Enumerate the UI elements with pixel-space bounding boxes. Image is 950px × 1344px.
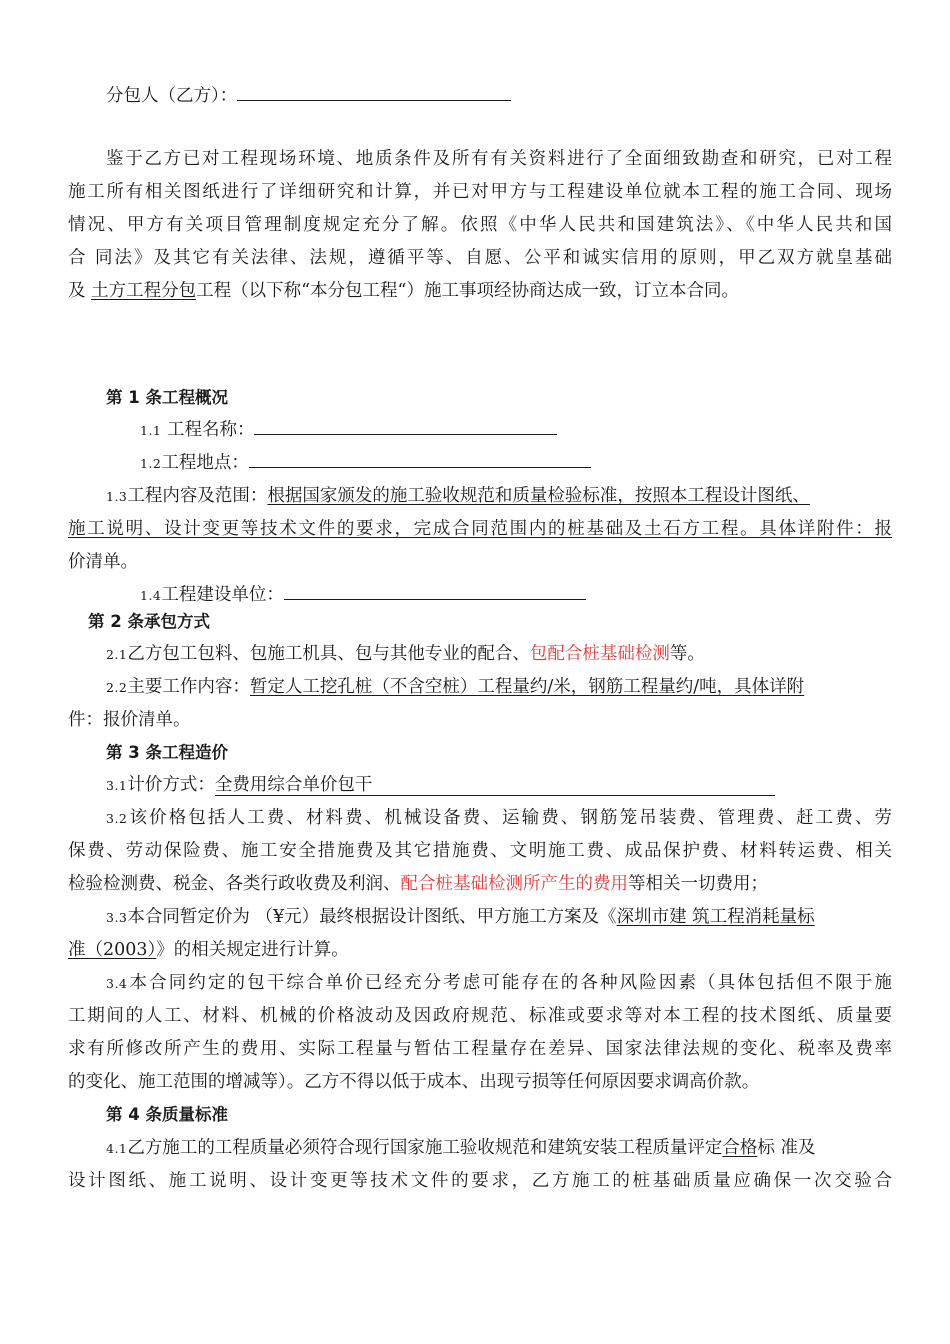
item-4-1-text-1-pre: 乙方施工的工程质量必须符合现行国家施工验收规范和建筑安装工程质量评定: [127, 1138, 723, 1158]
item-1-4-number: 1.4: [140, 588, 162, 603]
item-4-1-line-1: [106, 1136, 815, 1161]
item-2-1: [106, 642, 705, 667]
item-3-3-line-2: [68, 938, 349, 962]
item-1-2: [140, 451, 591, 476]
item-3-4-line-2: 工期间的人工、材料、机械的价格波动及因政府规范、标准或要求等对本工程的技术图纸、质量要: [68, 1006, 892, 1026]
item-1-4: [140, 583, 586, 608]
article-4-heading: 第 4 条质量标准: [106, 1105, 228, 1124]
item-2-1-number: 2.1: [106, 647, 128, 662]
item-2-2-number: 2.2: [106, 680, 128, 695]
item-1-2-label: 工程地点：: [161, 453, 249, 473]
intro-line-3: 情况、甲方有关项目管理制度规定充分了解。依照《中华人民共和国建筑法》、《中华人民共和国: [68, 215, 892, 235]
item-1-3-line-1: [106, 484, 892, 509]
item-3-2-line-2: 保费、劳动保险费、施工安全措施费及其它措施费、文明施工费、成品保护费、材料转运费、相关: [68, 841, 892, 861]
item-1-1: [140, 418, 557, 443]
item-2-1-red-text: 包配合桩基础检测: [529, 644, 670, 664]
item-3-4-line-1: [106, 971, 892, 996]
quality-grade: 合格: [722, 1138, 758, 1158]
item-3-3-line-1: [106, 905, 815, 930]
article-3-heading: 第 3 条工程造价: [106, 743, 228, 762]
item-3-1-label: 计价方式：: [127, 775, 215, 795]
intro-line-5-pre: 及: [68, 281, 92, 301]
item-1-2-number: 1.2: [140, 456, 162, 471]
construction-unit-blank[interactable]: [284, 583, 586, 600]
item-2-1-post: 等。: [669, 644, 705, 664]
subcontractor-blank[interactable]: [237, 84, 511, 101]
item-3-4-number: 3.4: [106, 976, 128, 991]
item-1-1-label: 工程名称：: [161, 420, 255, 440]
article-1-heading: 第 1 条工程概况: [106, 388, 228, 407]
item-3-2-line-1: [106, 806, 892, 831]
intro-line-2: 施工所有相关图纸进行了详细研究和计算，并已对甲方与工程建设单位就本工程的施工合同、现场: [68, 182, 892, 202]
pricing-method-value: 全费用综合单价包干: [214, 775, 373, 795]
item-2-2-line-1: [106, 675, 804, 700]
item-3-1-number: 3.1: [106, 778, 128, 793]
item-1-3-line-2: 施工说明、设计变更等技术文件的要求，完成合同范围内的桩基础及土石方工程。具体详附件：报: [68, 519, 892, 539]
item-3-2-text-1: 该价格包括人工费、材料费、机械设备费、运输费、钢筋笼吊装费、管理费、赶工费、劳: [127, 808, 892, 828]
item-4-1-number: 4.1: [106, 1141, 128, 1156]
item-1-4-label: 工程建设单位：: [161, 585, 284, 605]
pricing-method-field[interactable]: [215, 775, 775, 796]
intro-line-5-post: 工程（以下称“本分包工程“）施工事项经协商达成一致，订立本合同。: [196, 281, 739, 301]
item-2-2-line-2: 件：报价清单。: [68, 710, 191, 730]
project-location-blank[interactable]: [249, 451, 591, 468]
item-3-2-red-text: 配合桩基础检测所产生的费用: [400, 874, 628, 894]
item-1-3-line-3: 价清单。: [68, 552, 138, 572]
intro-line-4: 合 同法》及其它有关法律、法规，遵循平等、自愿、公平和诚实信用的原则，甲乙双方就皇基础: [68, 248, 892, 268]
subcontractor-line: [106, 84, 511, 108]
item-3-3-number: 3.3: [106, 910, 128, 925]
item-3-3-text-1-pre: 本合同暂定价为 （¥元）最终根据设计图纸、甲方施工方案及《: [127, 907, 617, 927]
item-3-2-text-3-post: 等相关一切费用；: [628, 874, 768, 894]
item-3-2-text-3-pre: 检验检测费、税金、各类行政收费及利润、: [68, 874, 401, 894]
item-3-4-text-1: 本合同约定的包干综合单价已经充分考虑可能存在的各种风险因素（具体包括但不限于施: [127, 973, 892, 993]
item-3-3-standard-1: 深圳市建 筑工程消耗量标: [616, 907, 815, 927]
item-3-2-line-3: [68, 872, 768, 896]
item-2-2-label: 主要工作内容：: [127, 677, 250, 697]
item-3-3-text-2-post: 》的相关规定进行计算。: [156, 940, 349, 960]
intro-line-1: 鉴于乙方已对工程现场环境、地质条件及所有有关资料进行了全面细致勘查和研究，已对工程: [106, 149, 892, 169]
item-3-1: [106, 773, 775, 798]
item-1-3-text-1: 根据国家颁发的施工验收规范和质量检验标准，按照本工程设计图纸、: [267, 486, 810, 506]
subcontractor-label: 分包人（乙方）：: [106, 86, 238, 106]
article-2-heading: 第 2 条承包方式: [88, 612, 210, 631]
intro-line-5: [68, 279, 739, 303]
item-3-4-line-3: 求有所修改所产生的费用、实际工程量与暂估工程量存在差异、国家法律法规的变化、税率及费率: [68, 1039, 892, 1059]
item-1-3-number: 1.3: [106, 489, 128, 504]
item-3-3-standard-2: 准（2003）: [68, 940, 157, 960]
item-3-2-number: 3.2: [106, 811, 128, 826]
item-3-4-line-4: 的变化、施工范围的增减等）。乙方不得以低于成本、出现亏损等任何原因要求调高价款。: [68, 1072, 760, 1092]
item-2-2-text: 暂定人工挖孔桩（不含空桩）工程量约/米，钢筋工程量约/吨，具体详附: [249, 677, 805, 697]
item-4-1-text-1-post: 标 准及: [757, 1138, 816, 1158]
item-1-3-label: 工程内容及范围：: [127, 486, 268, 506]
project-name-underlined: 土方工程分包: [91, 281, 197, 301]
item-2-1-text: 乙方包工包料、包施工机具、包与其他专业的配合、: [127, 644, 530, 664]
project-name-blank[interactable]: [254, 418, 557, 435]
item-1-1-number: 1.1: [140, 423, 162, 438]
item-4-1-line-2: 设计图纸、施工说明、设计变更等技术文件的要求，乙方施工的桩基础质量应确保一次交验合: [68, 1171, 892, 1191]
